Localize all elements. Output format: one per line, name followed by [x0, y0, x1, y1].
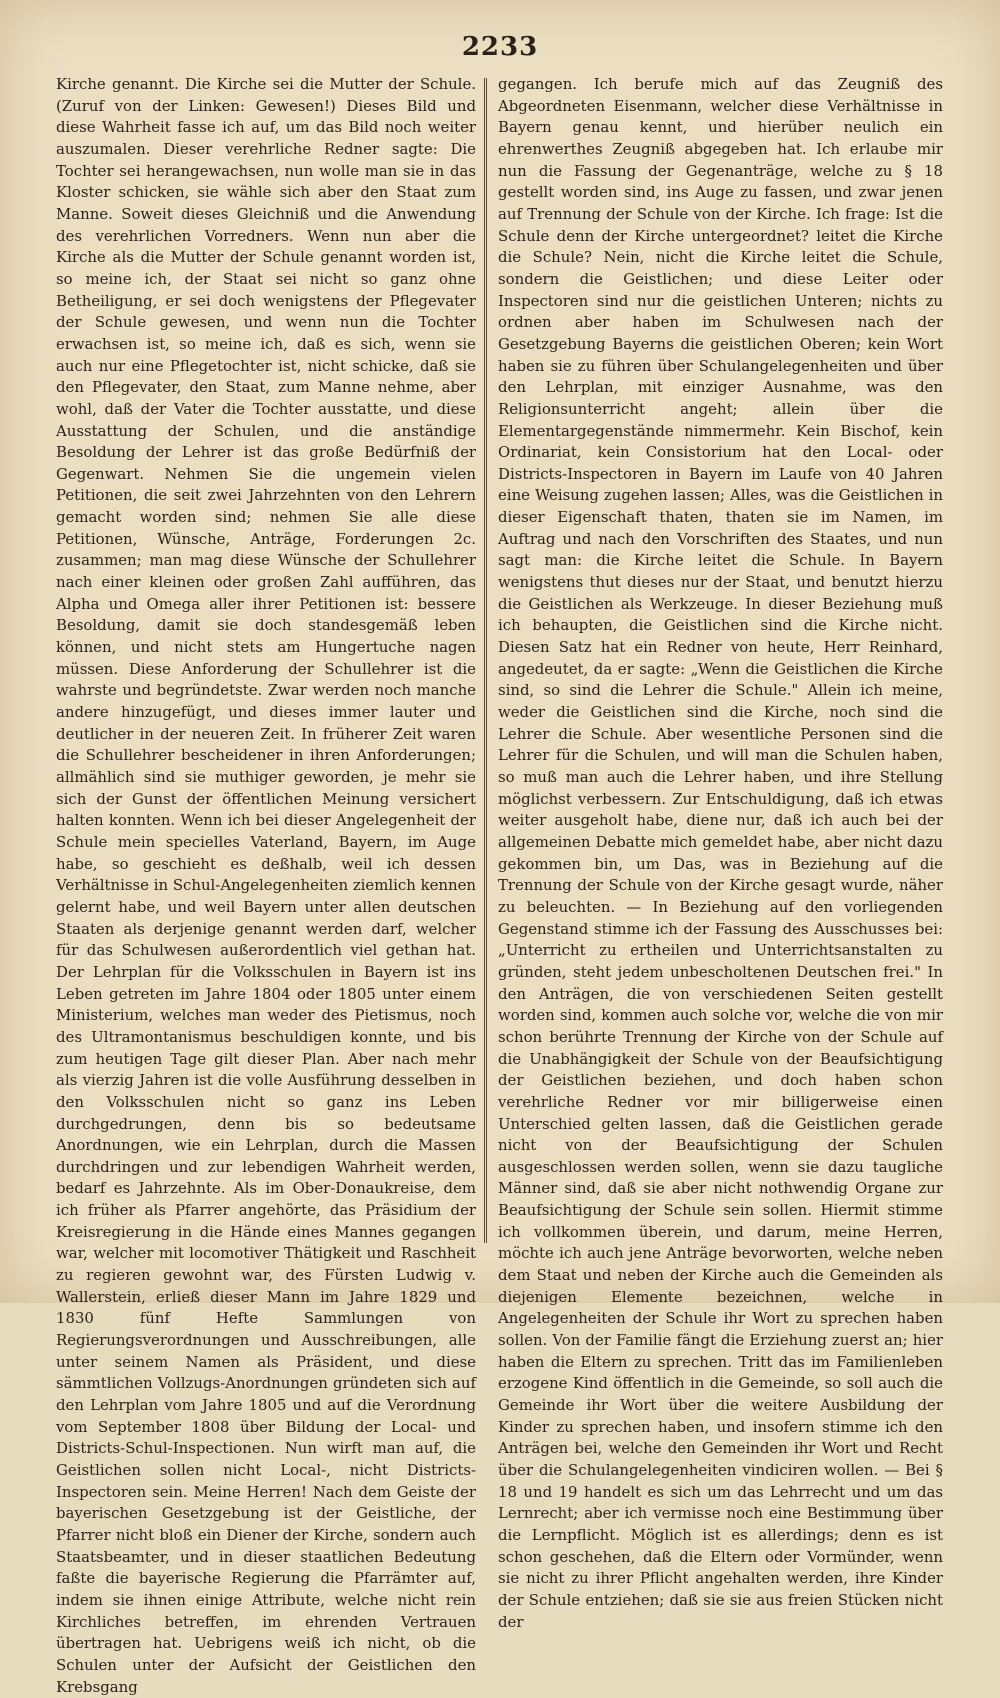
column-text: gegangen. Ich berufe mich auf das Zeugniß des Abgeordneten Eisenmann, welcher diese Verhältnisse in Bayern genau kennt, und hierüber neulich ein ehrenwerthes Zeugniß abgegeben hat. Ich erlaube mir nun die Fassung der Gegenanträge, welche zu § 18 gestellt worden sind, ins Auge zu fassen, und zwar jenen auf Trennung der Schule von der Kirche. Ich frage: Ist die Schule denn der Kirche untergeordnet? leitet die Kirche die Schule? Nein, nicht die Kirche leitet die Schule, sondern die Geistlichen; und diese Leiter oder Inspectoren sind nur die geistlichen Unteren; nichts zu ordnen aber haben im Schulwesen nach der Gesetzgebung Bayerns die geistlichen Oberen; kein Wort haben sie zu führen über Schulangelegenheiten und über den Lehrplan, mit einziger Ausnahme, was den Religionsunterricht angeht; allein über die Elementargegenstände nimmermehr. Kein Bischof, kein Ordinariat, kein Consistorium hat den Local- oder Districts-Inspectoren in Bayern im Laufe von 40 Jahren eine Weisung zugehen lassen; Alles, was die Geistlichen in dieser Eigenschaft thaten, thaten sie im Namen, im Auftrag und nach den Vorschriften des Staates, und nun sagt man: die Kirche leitet die Schule. In Bayern wenigstens thut dieses nur der Staat, und benutzt hierzu die Geistlichen als Werkzeuge. In dieser Beziehung muß ich behaupten, die Geistlichen sind die Kirche nicht. Diesen Satz hat ein Redner von heute, Herr Reinhard, angedeutet, da er sagte: „Wenn die Geistlichen die Kirche sind, so sind die Lehrer die Schule." Allein ich meine, weder die Geistlichen sind die Kirche, noch sind die Lehrer die Schule. Aber wesentliche Personen sind die Lehrer für die Schulen, und will man die Schulen haben, so muß man auch die Lehrer haben, und ihre Stellung möglichst verbessern. Zur Entschuldigung, daß ich etwas weiter ausgeholt habe, diene nur, daß ich auch bei der allgemeinen Debatte mich gemeldet habe, aber nicht dazu gekommen bin, um Das, was in Beziehung auf die Trennung der Schule von der Kirche gesagt wurde, näher zu beleuchten. — In Beziehung auf den vorliegenden Gegenstand stimme ich der Fassung des Ausschusses bei: „Unterricht zu ertheilen und Unterrichtsanstalten zu gründen, steht jedem unbescholtenen Deutschen frei." In den Anträgen, die von verschiedenen Seiten gestellt worden sind, kommen auch solche vor, welche die von mir schon berührte Trennung der Kirche von der Schule auf die Unabhängigkeit der Schule von der Beaufsichtigung der Geistlichen beziehen, und doch haben schon verehrliche Redner vor mir billigerweise einen Unterschied gelten lassen, daß die Geistlichen gerade nicht von der Beaufsichtigung der Schulen ausgeschlossen werden sollen, wenn sie dazu taugliche Männer sind, daß sie aber nicht nothwendig Organe zur Beaufsichtigung der Schule sein sollen. Hiermit stimme ich vollkommen überein, und darum, meine Herren, möchte ich auch jene Anträge bevorworten, welche neben dem Staat und neben der Kirche auch die Gemeinden als diejenigen Elemente bezeichnen, welche in Angelegenheiten der Schule ihr Wort zu sprechen haben sollen. Von der Familie fängt die Erziehung zuerst an; hier haben die Eltern zu sprechen. Tritt das im Familienleben erzogene Kind öffentlich in die Gemeinde, so soll auch die Gemeinde ihr Wort über die weitere Ausbildung der Kinder zu sprechen haben, und insofern stimme ich den Anträgen bei, welche den Gemeinden ihr Wort und Recht über die Schulangelegenheiten vindiciren wollen. — Bei § 18 und 19 handelt es sich um das Lehrrecht und um das Lernrecht; aber ich vermisse noch eine Bestimmung über die Lernpflicht. Möglich ist es allerdings; denn es ist schon geschehen, daß die Eltern oder Vormünder, wenn sie nicht zu ihrer Pflicht angehalten werden, ihre Kinder der Schule entziehen; daß sie sie aus freien Stücken nicht der: [498, 75, 943, 1631]
column-divider: [484, 78, 487, 1243]
text-column-left: [56, 74, 476, 1696]
page-number: 2233: [461, 32, 539, 62]
text-column-right: [498, 74, 943, 1631]
column-text: Kirche genannt. Die Kirche sei die Mutter der Schule. (Zuruf von der Linken: Gewesen!) Dieses Bild und diese Wahrheit fasse ich auf, um das Bild noch weiter auszumalen. Dieser verehrliche Redner sagte: Die Tochter sei herangewachsen, nun wolle man sie in das Kloster schicken, sie wähle sich aber den Staat zum Manne. Soweit dieses Gleichniß und die Anwendung des verehrlichen Vorredners. Wenn nun aber die Kirche als die Mutter der Schule genannt worden ist, so meine ich, der Staat sei nicht so ganz ohne Betheiligung, er sei doch wenigstens der Pflegevater der Schule gewesen, und wenn nun die Tochter erwachsen ist, so meine ich, daß es sich, wenn sie auch nur eine Pflegetochter ist, nicht schicke, daß sie den Pflegevater, den Staat, zum Manne nehme, aber wohl, daß der Vater die Tochter ausstatte, und diese Ausstattung der Schulen, und die anständige Besoldung der Lehrer ist das große Bedürfniß der Gegenwart. Nehmen Sie die ungemein vielen Petitionen, die seit zwei Jahrzehnten von den Lehrern gemacht worden sind; nehmen Sie alle diese Petitionen, Wünsche, Anträge, Forderungen 2c. zusammen; man mag diese Wünsche der Schullehrer nach einer kleinen oder großen Zahl aufführen, das Alpha und Omega aller ihrer Petitionen ist: bessere Besoldung, damit sie doch standesgemäß leben können, und nicht stets am Hungertuche nagen müssen. Diese Anforderung der Schullehrer ist die wahrste und begründetste. Zwar werden noch manche andere hinzugefügt, und dieses immer lauter und deutlicher in der neueren Zeit. In früherer Zeit waren die Schullehrer bescheidener in ihren Anforderungen; allmählich sind sie muthiger geworden, je mehr sie sich der Gunst der öffentlichen Meinung versichert halten konnten. Wenn ich bei dieser Angelegenheit der Schule mein specielles Vaterland, Bayern, im Auge habe, so geschieht es deßhalb, weil ich dessen Verhältnisse in Schul-Angelegenheiten ziemlich kennen gelernt habe, und weil Bayern unter allen deutschen Staaten als derjenige genannt werden darf, welcher für das Schulwesen außerordentlich viel gethan hat. Der Lehrplan für die Volksschulen in Bayern ist ins Leben getreten im Jahre 1804 oder 1805 unter einem Ministerium, welches man weder des Pietismus, noch des Ultramontanismus beschuldigen konnte, und bis zum heutigen Tage gilt dieser Plan. Aber nach mehr als vierzig Jahren ist die volle Ausführung desselben in den Volksschulen nicht so ganz ins Leben durchgedrungen, denn bis so bedeutsame Anordnungen, wie ein Lehrplan, durch die Massen durchdringen und zur lebendigen Wahrheit werden, bedarf es Jahrzehnte. Als im Ober-Donaukreise, dem ich früher als Pfarrer angehörte, das Präsidium der Kreisregierung in die Hände eines Mannes gegangen war, welcher mit locomotiver Thätigkeit und Raschheit zu regieren gewohnt war, des Fürsten Ludwig v. Wallerstein, erließ dieser Mann im Jahre 1829 und 1830 fünf Hefte Sammlungen von Regierungsverordnungen und Ausschreibungen, alle unter seinem Namen als Präsident, und diese sämmtlichen Vollzugs-Anordnungen gründeten sich auf den Lehrplan vom Jahre 1805 und auf die Verordnung vom September 1808 über Bildung der Local- und Districts-Schul-Inspectionen. Nun wirft man auf, die Geistlichen sollen nicht Local-, nicht Districts-Inspectoren sein. Meine Herren! Nach dem Geiste der bayerischen Gesetzgebung ist der Geistliche, der Pfarrer nicht bloß ein Diener der Kirche, sondern auch Staatsbeamter, und in dieser staatlichen Bedeutung faßte die bayerische Regierung die Pfarrämter auf, indem sie ihnen einige Attribute, welche nicht rein Kirchliches betreffen, im ehrenden Vertrauen übertragen hat. Uebrigens weiß ich nicht, ob die Schulen unter der Aufsicht der Geistlichen den Krebsgang: [56, 75, 476, 1696]
